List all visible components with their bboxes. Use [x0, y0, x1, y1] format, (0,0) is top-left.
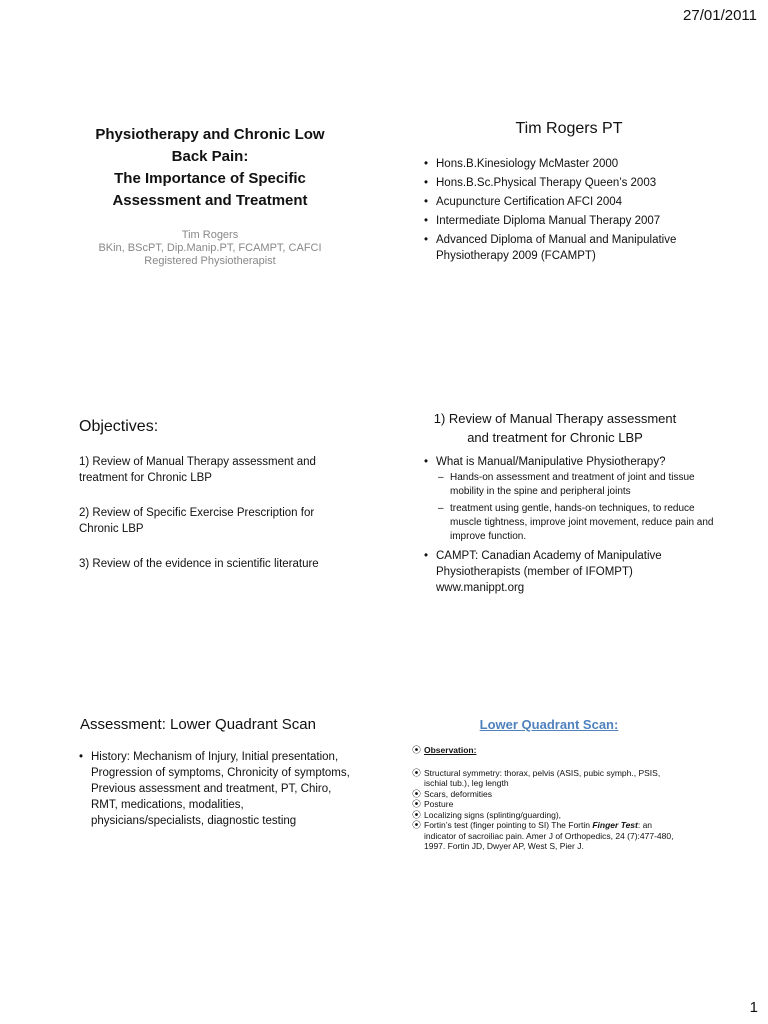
slide4-title	[415, 409, 695, 447]
sub-list-item: – treatment using gentle, hands-on techniques, to reduce muscle tightness, improve joint movement, reduce pain and improve function.	[436, 502, 724, 544]
list-item-line: • CAMPT: Canadian Academy of Manipulative	[436, 550, 662, 562]
fortin-citation: : an indicator of sacroiliac pain. Amer J of Orthopedics, 24 (7):477-480, 1997. Fortin JD, Dwyer AP, West S, Pier J.	[424, 820, 674, 851]
slide5-bullet-list	[79, 749, 354, 829]
slide4-bullet-list	[424, 454, 724, 599]
list-item-line: Physiotherapists (member of IFOMPT)	[436, 566, 633, 578]
list-item: • Hons.B.Kinesiology McMaster 2000	[424, 156, 724, 172]
list-item	[424, 454, 724, 544]
list-item	[412, 799, 682, 810]
list-item-text: Scars, deformities	[424, 788, 493, 799]
objective-item: 2) Review of Specific Exercise Prescription for Chronic LBP	[79, 507, 315, 535]
circled-bullet-icon: ⦿	[412, 788, 422, 799]
slide3-title: Objectives:	[79, 418, 159, 435]
list-item-text: What is Manual/Manipulative Physiotherapy?	[436, 456, 666, 468]
slide1-title-line: Assessment and Treatment	[112, 192, 308, 209]
circled-bullet-icon: ⦿	[412, 745, 422, 755]
slide1-title	[80, 124, 340, 212]
author-name: Tim Rogers	[181, 229, 239, 241]
slide1-title-line: Back Pain:	[171, 148, 249, 165]
list-item	[412, 820, 682, 852]
sub-bullet-list	[436, 471, 724, 544]
list-item	[412, 745, 682, 756]
circled-bullet-icon: ⦿	[412, 767, 422, 778]
circled-bullet-icon: ⦿	[412, 799, 422, 809]
page-number: 1	[749, 999, 758, 1016]
author-role: Registered Physiotherapist	[144, 255, 276, 267]
document-date: 27/01/2011	[683, 7, 757, 24]
list-item-text: Posture	[424, 799, 454, 809]
slide1-subtitle	[80, 229, 340, 268]
slide4-title-line: 1) Review of Manual Therapy assessment	[433, 411, 677, 426]
fortin-text: Fortin’s test (finger pointing to SI) The Fortin	[424, 820, 593, 830]
list-item: • History: Mechanism of Injury, Initial presentation, Progression of symptoms, Chronicity of symptoms, Previous assessment and treatment, PT, Chiro, RMT, medications, modalities, physicians/specialists, diagnostic testing	[79, 749, 354, 829]
list-item: • Acupuncture Certification AFCI 2004	[424, 194, 724, 210]
slide1-title-line: Physiotherapy and Chronic Low	[95, 126, 325, 143]
slide4-title-line: and treatment for Chronic LBP	[467, 430, 643, 445]
list-item-text: Structural symmetry: thorax, pelvis (ASIS, pubic symph., PSIS, ischial tub.), leg length	[424, 767, 661, 788]
list-item-text: Localizing signs (splinting/guarding),	[424, 809, 562, 820]
slide2-title: Tim Rogers PT	[515, 120, 623, 137]
list-item: • Advanced Diploma of Manual and Manipulative Physiotherapy 2009 (FCAMPT)	[424, 232, 724, 264]
slide1-title-line: The Importance of Specific	[114, 170, 306, 187]
list-item: • Hons.B.Sc.Physical Therapy Queen’s 2003	[424, 175, 724, 191]
observation-label: Observation:	[424, 745, 477, 755]
slide6-bullet-list	[412, 745, 682, 852]
list-item	[424, 548, 724, 596]
author-credentials: BKin, BScPT, Dip.Manip.PT, FCAMPT, CAFCI	[98, 242, 322, 254]
circled-bullet-icon: ⦿	[412, 820, 422, 830]
list-item	[412, 810, 682, 821]
list-item: • Intermediate Diploma Manual Therapy 2007	[424, 213, 724, 229]
website-link-text: www.manippt.org	[436, 582, 525, 594]
list-item	[412, 768, 682, 789]
sub-list-item: – Hands-on assessment and treatment of joint and tissue mobility in the spine and peripheral joints	[436, 471, 724, 499]
slide5-title: Assessment: Lower Quadrant Scan	[80, 716, 316, 733]
objective-item: 3) Review of the evidence in scientific literature	[79, 558, 319, 570]
circled-bullet-icon: ⦿	[412, 809, 422, 820]
finger-test-emphasis: Finger Test	[592, 820, 638, 830]
objective-item: 1) Review of Manual Therapy assessment and treatment for Chronic LBP	[79, 456, 316, 484]
list-item	[412, 789, 682, 800]
slide2-bullet-list	[424, 156, 724, 267]
slide6-title: Lower Quadrant Scan:	[479, 717, 619, 732]
